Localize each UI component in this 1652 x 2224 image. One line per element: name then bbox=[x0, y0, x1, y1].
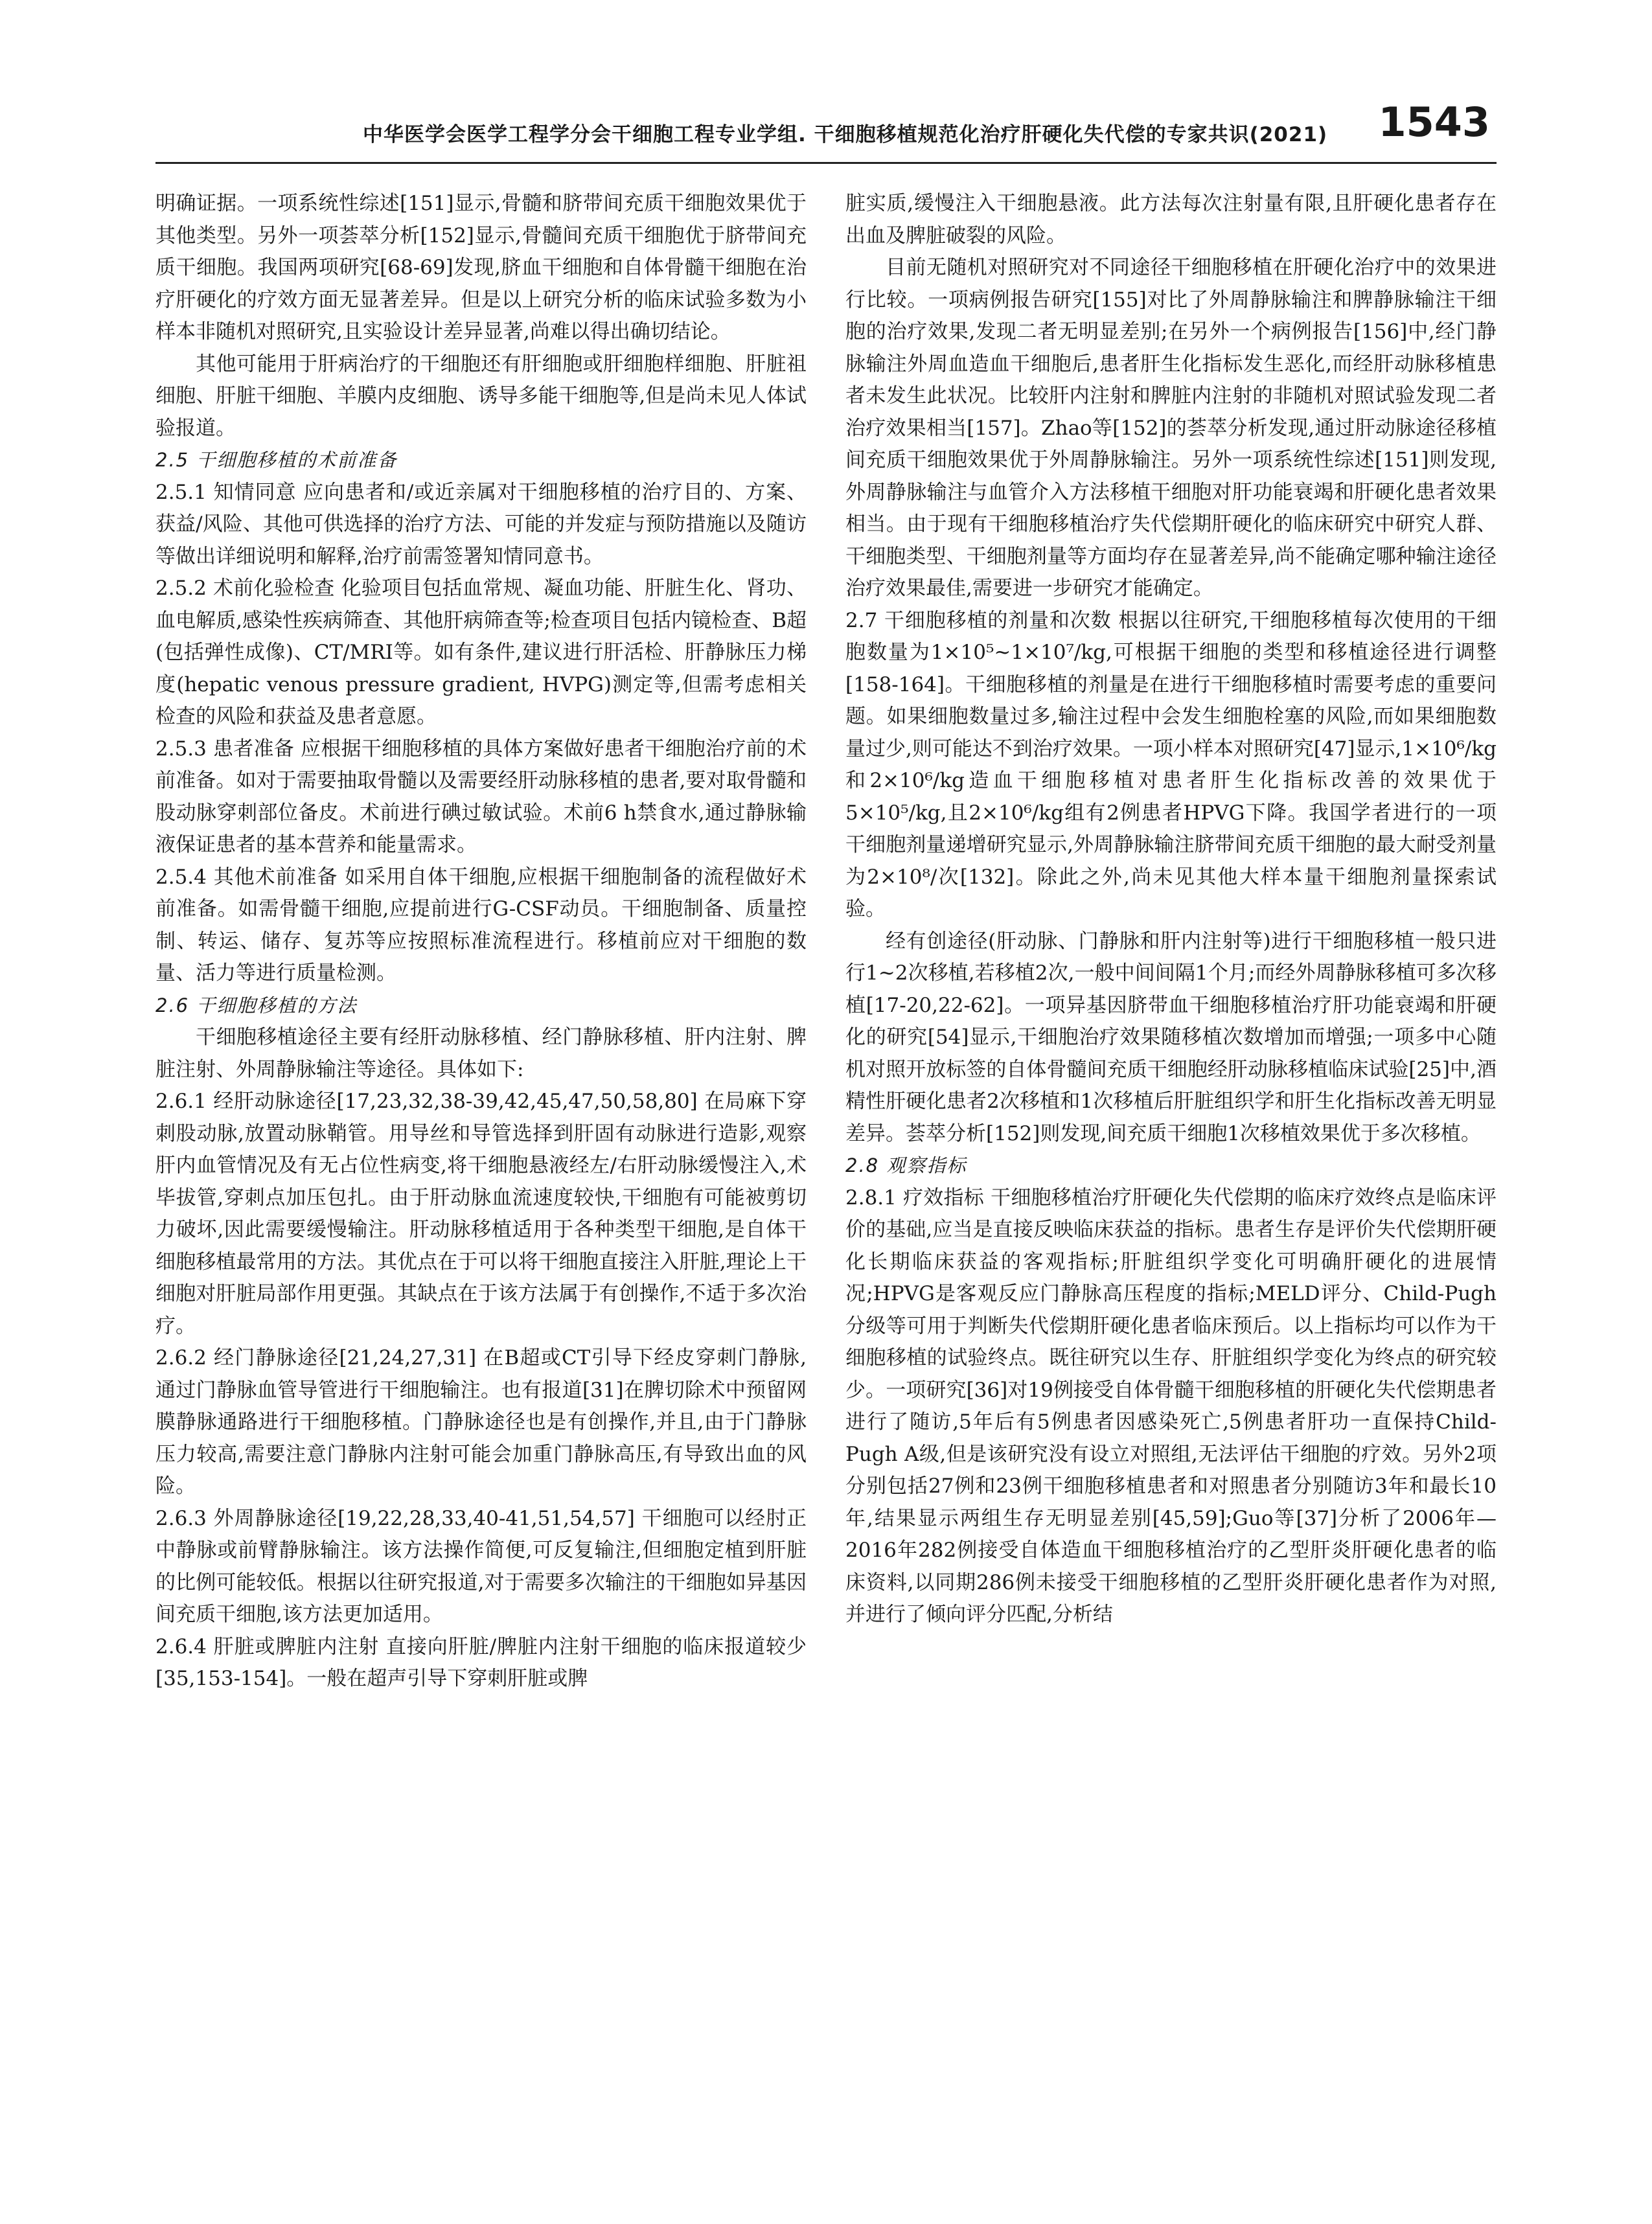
paragraph: 其他可能用于肝病治疗的干细胞还有肝细胞或肝细胞样细胞、肝脏祖细胞、肝脏干细胞、羊膜内皮细胞、诱导多能干细胞等,但是尚未见人体试验报道。 bbox=[155, 352, 807, 440]
paragraph: 2.8.1 疗效指标 干细胞移植治疗肝硬化失代偿期的临床疗效终点是临床评价的基础,应当是直接反映临床获益的指标。患者生存是评价失代偿期肝硬化长期临床获益的客观指标;肝脏组织学变化可明确肝硬化的进展情况;HPVG是客观反应门静脉高压程度的指标;MELD评分、Child-Pugh分级等可用于判断失代偿期肝硬化患者临床预后。以上指标均可以作为干细胞移植的试验终点。既往研究以生存、肝脏组织学变化为终点的研究较少。一项研究[36]对19例接受自体骨髓干细胞移植的肝硬化失代偿期患者进行了随访,5年后有5例患者因感染死亡,5例患者肝功一直保持Child-Pugh A级,但是该研究没有设立对照组,无法评估干细胞的疗效。另外2项分别包括27例和23例干细胞移植患者和对照患者分别随访3年和最长10年,结果显示两组生存无明显差别[45,59];Guo等[37]分析了2006年—2016年282例接受自体造血干细胞移植治疗的乙型肝炎肝硬化患者的临床资料,以同期286例未接受干细胞移植的乙型肝炎肝硬化患者作为对照,并进行了倾向评分匹配,分析结 bbox=[845, 1186, 1497, 1626]
running-title: 中华医学会医学工程学分会干细胞工程专业学组. 干细胞移植规范化治疗肝硬化失代偿的专家共识(2021) bbox=[363, 123, 1328, 146]
section-heading: 2.6 干细胞移植的方法 bbox=[155, 994, 358, 1016]
paragraph: 2.7 干细胞移植的剂量和次数 根据以往研究,干细胞移植每次使用的干细胞数量为1×10⁵~1×10⁷/kg,可根据干细胞的类型和移植途径进行调整[158-164]。干细胞移植的剂量是在进行干细胞移植时需要考虑的重要问题。如果细胞数量过多,输注过程中会发生细胞栓塞的风险,而如果细胞数量过少,则可能达不到治疗效果。一项小样本对照研究[47]显示,1×10⁶/kg和2×10⁶/kg造血干细胞移植对患者肝生化指标改善的效果优于5×10⁵/kg,且2×10⁶/kg组有2例患者HPVG下降。我国学者进行的一项干细胞剂量递增研究显示,外周静脉输注脐带间充质干细胞的最大耐受剂量为2×10⁸/次[132]。除此之外,尚未见其他大样本量干细胞剂量探索试验。 bbox=[845, 608, 1497, 921]
paragraph: 2.6.4 肝脏或脾脏内注射 直接向肝脏/脾脏内注射干细胞的临床报道较少[35,153-154]。一般在超声引导下穿刺肝脏或脾 bbox=[155, 1634, 807, 1690]
section-heading: 2.8 观察指标 bbox=[845, 1154, 967, 1176]
left-column bbox=[155, 188, 807, 1695]
paragraph: 2.6.1 经肝动脉途径[17,23,32,38-39,42,45,47,50,58,80] 在局麻下穿刺股动脉,放置动脉鞘管。用导丝和导管选择到肝固有动脉进行造影,观察肝内血管情况及有无占位性病变,将干细胞悬液经左/右肝动脉缓慢注入,术毕拔管,穿刺点加压包扎。由于肝动脉血流速度较快,干细胞有可能被剪切力破坏,因此需要缓慢输注。肝动脉移植适用于各种类型干细胞,是自体干细胞移植最常用的方法。其优点在于可以将干细胞直接注入肝脏,理论上干细胞对肝脏局部作用更强。其缺点在于该方法属于有创操作,不适于多次治疗。 bbox=[155, 1090, 807, 1338]
paragraph: 2.6.3 外周静脉途径[19,22,28,33,40-41,51,54,57] 干细胞可以经肘正中静脉或前臂静脉输注。该方法操作简便,可反复输注,但细胞定植到肝脏的比例可能较低。根据以往研究报道,对于需要多次输注的干细胞如异基因间充质干细胞,该方法更加适用。 bbox=[155, 1506, 807, 1626]
right-column bbox=[845, 188, 1497, 1631]
paragraph: 2.5.2 术前化验检查 化验项目包括血常规、凝血功能、肝脏生化、肾功、血电解质,感染性疾病筛查、其他肝病筛查等;检查项目包括内镜检查、B超(包括弹性成像)、CT/MRI等。如有条件,建议进行肝活检、肝静脉压力梯度(hepatic venous pressure gradient, HVPG)测定等,但需考虑相关检查的风险和获益及患者意愿。 bbox=[155, 577, 807, 728]
paragraph: 目前无随机对照研究对不同途径干细胞移植在肝硬化治疗中的效果进行比较。一项病例报告研究[155]对比了外周静脉输注和脾静脉输注干细胞的治疗效果,发现二者无明显差别;在另外一个病例报告[156]中,经门静脉输注外周血造血干细胞后,患者肝生化指标发生恶化,而经肝动脉移植患者未发生此状况。比较肝内注射和脾脏内注射的非随机对照试验发现二者治疗效果相当[157]。Zhao等[152]的荟萃分析发现,通过肝动脉途径移植间充质干细胞效果优于外周静脉输注。另外一项系统性综述[151]则发现,外周静脉输注与血管介入方法移植干细胞对肝功能衰竭和肝硬化患者效果相当。由于现有干细胞移植治疗失代偿期肝硬化的临床研究中研究人群、干细胞类型、干细胞剂量等方面均存在显著差异,尚不能确定哪种输注途径治疗效果最佳,需要进一步研究才能确定。 bbox=[845, 256, 1497, 600]
paragraph: 2.6.2 经门静脉途径[21,24,27,31] 在B超或CT引导下经皮穿刺门静脉,通过门静脉血管导管进行干细胞输注。也有报道[31]在脾切除术中预留网膜静脉通路进行干细胞移植。门静脉途径也是有创操作,并且,由于门静脉压力较高,需要注意门静脉内注射可能会加重门静脉高压,有导致出血的风险。 bbox=[155, 1346, 807, 1498]
paragraph: 明确证据。一项系统性综述[151]显示,骨髓和脐带间充质干细胞效果优于其他类型。另外一项荟萃分析[152]显示,骨髓间充质干细胞优于脐带间充质干细胞。我国两项研究[68-69]发现,脐血干细胞和自体骨髓干细胞在治疗肝硬化的疗效方面无显著差异。但是以上研究分析的临床试验多数为小样本非随机对照研究,且实验设计差异显著,尚难以得出确切结论。 bbox=[155, 192, 807, 343]
paragraph: 干细胞移植途径主要有经肝动脉移植、经门静脉移植、肝内注射、脾脏注射、外周静脉输注等途径。具体如下: bbox=[155, 1026, 807, 1081]
page-header bbox=[155, 98, 1497, 164]
paragraph: 2.5.3 患者准备 应根据干细胞移植的具体方案做好患者干细胞治疗前的术前准备。如对于需要抽取骨髓以及需要经肝动脉移植的患者,要对取骨髓和股动脉穿刺部位备皮。术前进行碘过敏试验。术前6 h禁食水,通过静脉输液保证患者的基本营养和能量需求。 bbox=[155, 737, 807, 856]
paragraph: 脏实质,缓慢注入干细胞悬液。此方法每次注射量有限,且肝硬化患者存在出血及脾脏破裂的风险。 bbox=[845, 192, 1497, 247]
page-number: 1543 bbox=[1378, 98, 1490, 146]
paragraph: 2.5.4 其他术前准备 如采用自体干细胞,应根据干细胞制备的流程做好术前准备。如需骨髓干细胞,应提前进行G-CSF动员。干细胞制备、质量控制、转运、储存、复苏等应按照标准流程进行。移植前应对干细胞的数量、活力等进行质量检测。 bbox=[155, 865, 807, 985]
paragraph: 2.5.1 知情同意 应向患者和/或近亲属对干细胞移植的治疗目的、方案、获益/风险、其他可供选择的治疗方法、可能的并发症与预防措施以及随访等做出详细说明和解释,治疗前需签署知情同意书。 bbox=[155, 480, 807, 568]
section-heading: 2.5 干细胞移植的术前准备 bbox=[155, 449, 398, 471]
paragraph: 经有创途径(肝动脉、门静脉和肝内注射等)进行干细胞移植一般只进行1~2次移植,若移植2次,一般中间间隔1个月;而经外周静脉移植可多次移植[17-20,22-62]。一项异基因脐带血干细胞移植治疗肝功能衰竭和肝硬化的研究[54]显示,干细胞治疗效果随移植次数增加而增强;一项多中心随机对照开放标签的自体骨髓间充质干细胞经肝动脉移植临床试验[25]中,酒精性肝硬化患者2次移植和1次移植后肝脏组织学和肝生化指标改善无明显差异。荟萃分析[152]则发现,间充质干细胞1次移植效果优于多次移植。 bbox=[845, 929, 1497, 1145]
